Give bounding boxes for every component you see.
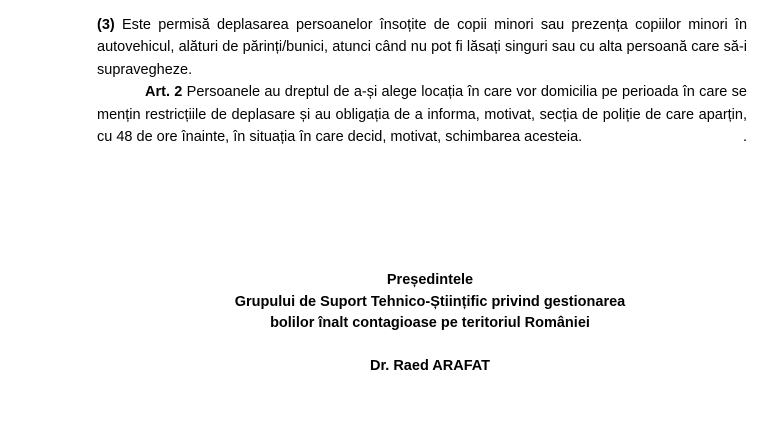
signature-block	[60, 270, 783, 377]
article-2	[97, 81, 747, 148]
article-2-text: Persoanele au dreptul de a-și alege locația în care vor domicilia pe perioada în care se mențin restricțiile de deplasare și au obligația de a informa, motivat, secția de poliție de care aparțin, cu 48 de ore înainte, în situația în care decid, motivat, schimbarea acesteia.	[97, 84, 747, 146]
article-2-label: Art. 2	[145, 84, 183, 101]
paragraph-3-label: (3)	[97, 17, 115, 33]
signature-organization-line-1: Grupului de Suport Tehnico-Științific privind gestionarea	[234, 293, 626, 310]
signature-organization-line-2: bolilor înalt contagioase pe teritoriul României	[270, 315, 590, 331]
paragraph-3-text: Este permisă deplasarea persoanelor însoțite de copii minori sau prezența copiilor minori în autovehicul, alături de părinți/bunici, atunci când nu pot fi lăsați singuri sau cu alta persoană care să-i supravegheze.	[97, 17, 748, 78]
document-body	[97, 14, 747, 148]
signatory-name: Dr. Raed ARAFAT	[369, 357, 491, 374]
signature-title: Președintele	[386, 272, 474, 288]
article-2-trailing-mark: .	[742, 129, 747, 146]
paragraph-3	[97, 14, 747, 81]
